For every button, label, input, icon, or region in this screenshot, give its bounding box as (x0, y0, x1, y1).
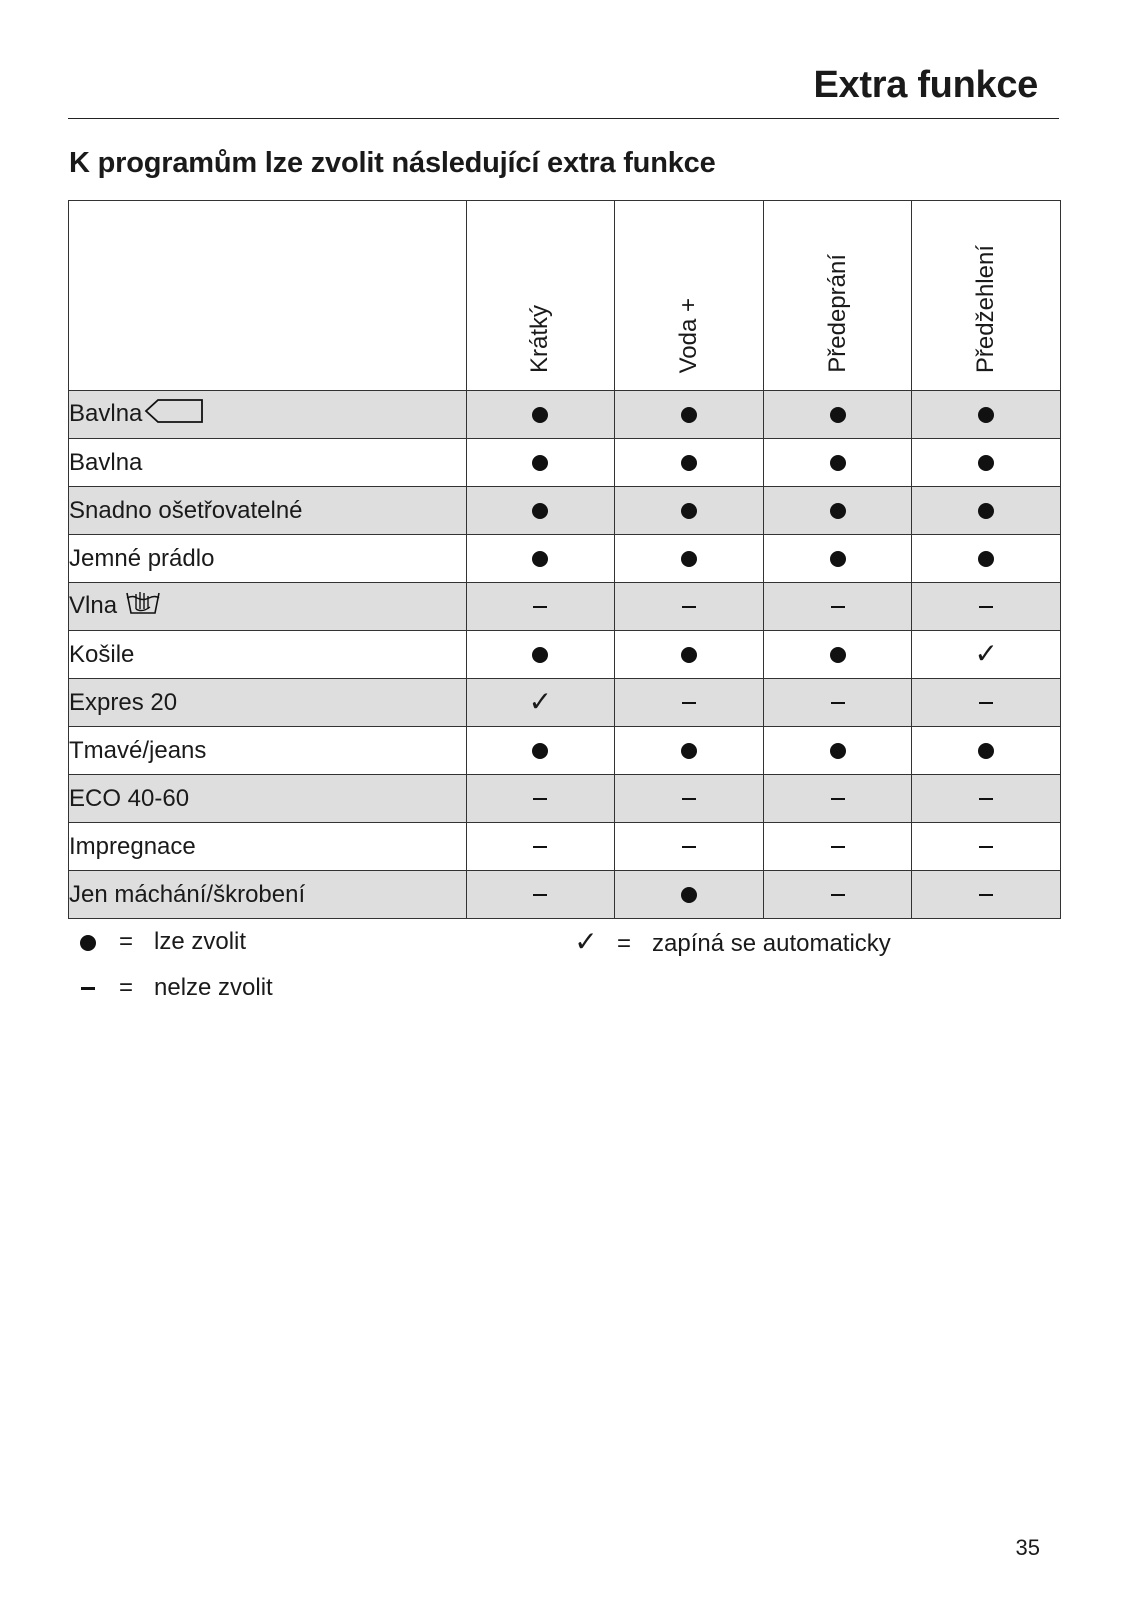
selectable-cell (763, 727, 912, 775)
title-divider (68, 118, 1059, 119)
not-selectable-cell (912, 823, 1061, 871)
column-header-label: Voda + (674, 297, 702, 373)
dot-icon (681, 887, 697, 903)
cotton-eco-icon (144, 398, 204, 431)
dash-icon (533, 846, 547, 849)
column-header (466, 201, 615, 391)
column-header (763, 201, 912, 391)
selectable-cell (466, 727, 615, 775)
program-cell (69, 679, 467, 727)
table-row (69, 535, 1061, 583)
program-name: Bavlna (69, 448, 143, 476)
dash-icon (682, 606, 696, 609)
not-selectable-cell (615, 583, 764, 631)
program-cell (69, 583, 467, 631)
program-name: Impregnace (69, 832, 196, 860)
dash-icon (682, 798, 696, 801)
not-selectable-cell (912, 775, 1061, 823)
dot-icon (978, 503, 994, 519)
dot-icon (70, 928, 106, 956)
not-selectable-cell (466, 775, 615, 823)
dash-icon (533, 894, 547, 897)
program-cell (69, 535, 467, 583)
dash-icon (533, 798, 547, 801)
dot-icon (830, 455, 846, 471)
dot-icon (532, 455, 548, 471)
dash-icon (831, 702, 845, 705)
dot-icon (681, 743, 697, 759)
program-cell (69, 775, 467, 823)
dot-icon (978, 551, 994, 567)
dash-icon (533, 606, 547, 609)
not-selectable-cell (615, 775, 764, 823)
not-selectable-cell (466, 871, 615, 919)
selectable-cell (763, 631, 912, 679)
selectable-cell (615, 631, 764, 679)
program-cell (69, 823, 467, 871)
selectable-cell (763, 535, 912, 583)
not-selectable-cell (763, 583, 912, 631)
selectable-cell (912, 487, 1061, 535)
program-cell (69, 391, 467, 439)
not-selectable-cell (912, 871, 1061, 919)
selectable-cell (466, 391, 615, 439)
dot-icon (978, 407, 994, 423)
program-name: Expres 20 (69, 688, 178, 716)
dot-icon (681, 455, 697, 471)
column-header-label: Krátký (526, 304, 554, 373)
extra-functions-table (68, 200, 1061, 919)
selectable-cell (615, 871, 764, 919)
program-name: Snadno ošetřovatelné (69, 496, 303, 524)
dot-icon (681, 407, 697, 423)
selectable-cell (615, 727, 764, 775)
not-selectable-cell (615, 823, 764, 871)
not-selectable-cell (466, 823, 615, 871)
legend-check-text: zapíná se automaticky (652, 930, 891, 957)
dash-icon (682, 846, 696, 849)
program-cell (69, 439, 467, 487)
dot-icon (532, 551, 548, 567)
column-header (615, 201, 764, 391)
dot-icon (532, 743, 548, 759)
check-icon: ✓ (974, 637, 998, 669)
table-row (69, 823, 1061, 871)
dot-icon (978, 455, 994, 471)
selectable-cell (466, 631, 615, 679)
table-row (69, 727, 1061, 775)
not-selectable-cell (466, 583, 615, 631)
table-row (69, 391, 1061, 439)
selectable-cell (615, 439, 764, 487)
selectable-cell (763, 391, 912, 439)
dash-icon (831, 606, 845, 609)
table-row (69, 439, 1061, 487)
selectable-cell (912, 535, 1061, 583)
dot-icon (830, 551, 846, 567)
not-selectable-cell (763, 823, 912, 871)
program-cell (69, 487, 467, 535)
page-subtitle: K programům lze zvolit následující extra funkce (69, 147, 716, 179)
dot-icon (532, 503, 548, 519)
legend-dot (70, 928, 246, 956)
page-number: 35 (1015, 1535, 1040, 1560)
dot-icon (532, 647, 548, 663)
selectable-cell (763, 487, 912, 535)
selectable-cell (615, 535, 764, 583)
program-cell (69, 871, 467, 919)
table-row (69, 679, 1061, 727)
not-selectable-cell (615, 679, 764, 727)
automatic-cell (466, 679, 615, 727)
selectable-cell (615, 487, 764, 535)
not-selectable-cell (912, 679, 1061, 727)
legend-check (568, 928, 891, 958)
dash-icon (831, 798, 845, 801)
selectable-cell (466, 439, 615, 487)
legend-dot-text: lze zvolit (154, 928, 247, 955)
legend-equals: = (118, 974, 133, 1001)
program-cell (69, 727, 467, 775)
check-icon: ✓ (574, 926, 598, 957)
program-name: Jemné prádlo (69, 544, 215, 572)
dash-icon (682, 702, 696, 705)
table-header-row (69, 201, 1061, 391)
dot-icon (532, 407, 548, 423)
selectable-cell (912, 727, 1061, 775)
table-row (69, 583, 1061, 631)
dot-icon (830, 647, 846, 663)
check-icon: ✓ (528, 685, 553, 717)
column-header (912, 201, 1061, 391)
column-header-label: Předžehlení (972, 244, 1000, 373)
dot-icon (830, 743, 846, 759)
legend-equals: = (616, 930, 631, 957)
dash-icon (831, 846, 845, 849)
legend-dash (70, 974, 273, 1002)
dash-icon (979, 606, 993, 609)
dot-icon (830, 503, 846, 519)
automatic-cell (912, 631, 1061, 679)
dot-icon (681, 503, 697, 519)
column-header-label: Předeprání (823, 254, 851, 373)
dot-icon (681, 551, 697, 567)
legend-equals: = (118, 928, 133, 955)
program-name: Tmavé/jeans (69, 736, 207, 764)
program-name: Bavlna (69, 399, 143, 427)
dash-icon (70, 974, 106, 1002)
table-body (69, 391, 1061, 919)
selectable-cell (912, 391, 1061, 439)
table-row (69, 871, 1061, 919)
section-title: Extra funkce (813, 64, 1038, 106)
selectable-cell (912, 439, 1061, 487)
not-selectable-cell (763, 679, 912, 727)
program-name: Jen máchání/škrobení (69, 880, 306, 908)
not-selectable-cell (763, 775, 912, 823)
dash-icon (831, 894, 845, 897)
dot-icon (830, 407, 846, 423)
program-name: ECO 40-60 (69, 784, 190, 812)
not-selectable-cell (763, 871, 912, 919)
table-row (69, 631, 1061, 679)
dash-icon (979, 798, 993, 801)
legend-dash-text: nelze zvolit (154, 974, 273, 1001)
not-selectable-cell (912, 583, 1061, 631)
dash-icon (979, 702, 993, 705)
program-name: Vlna (69, 591, 118, 619)
dot-icon (978, 743, 994, 759)
handwash-icon (125, 589, 161, 624)
table-row (69, 775, 1061, 823)
selectable-cell (466, 487, 615, 535)
table-row (69, 487, 1061, 535)
dash-icon (979, 894, 993, 897)
dash-icon (979, 846, 993, 849)
selectable-cell (466, 535, 615, 583)
selectable-cell (763, 439, 912, 487)
program-cell (69, 631, 467, 679)
program-name: Košile (69, 640, 135, 668)
header-empty-cell (69, 201, 467, 391)
dot-icon (681, 647, 697, 663)
selectable-cell (615, 391, 764, 439)
